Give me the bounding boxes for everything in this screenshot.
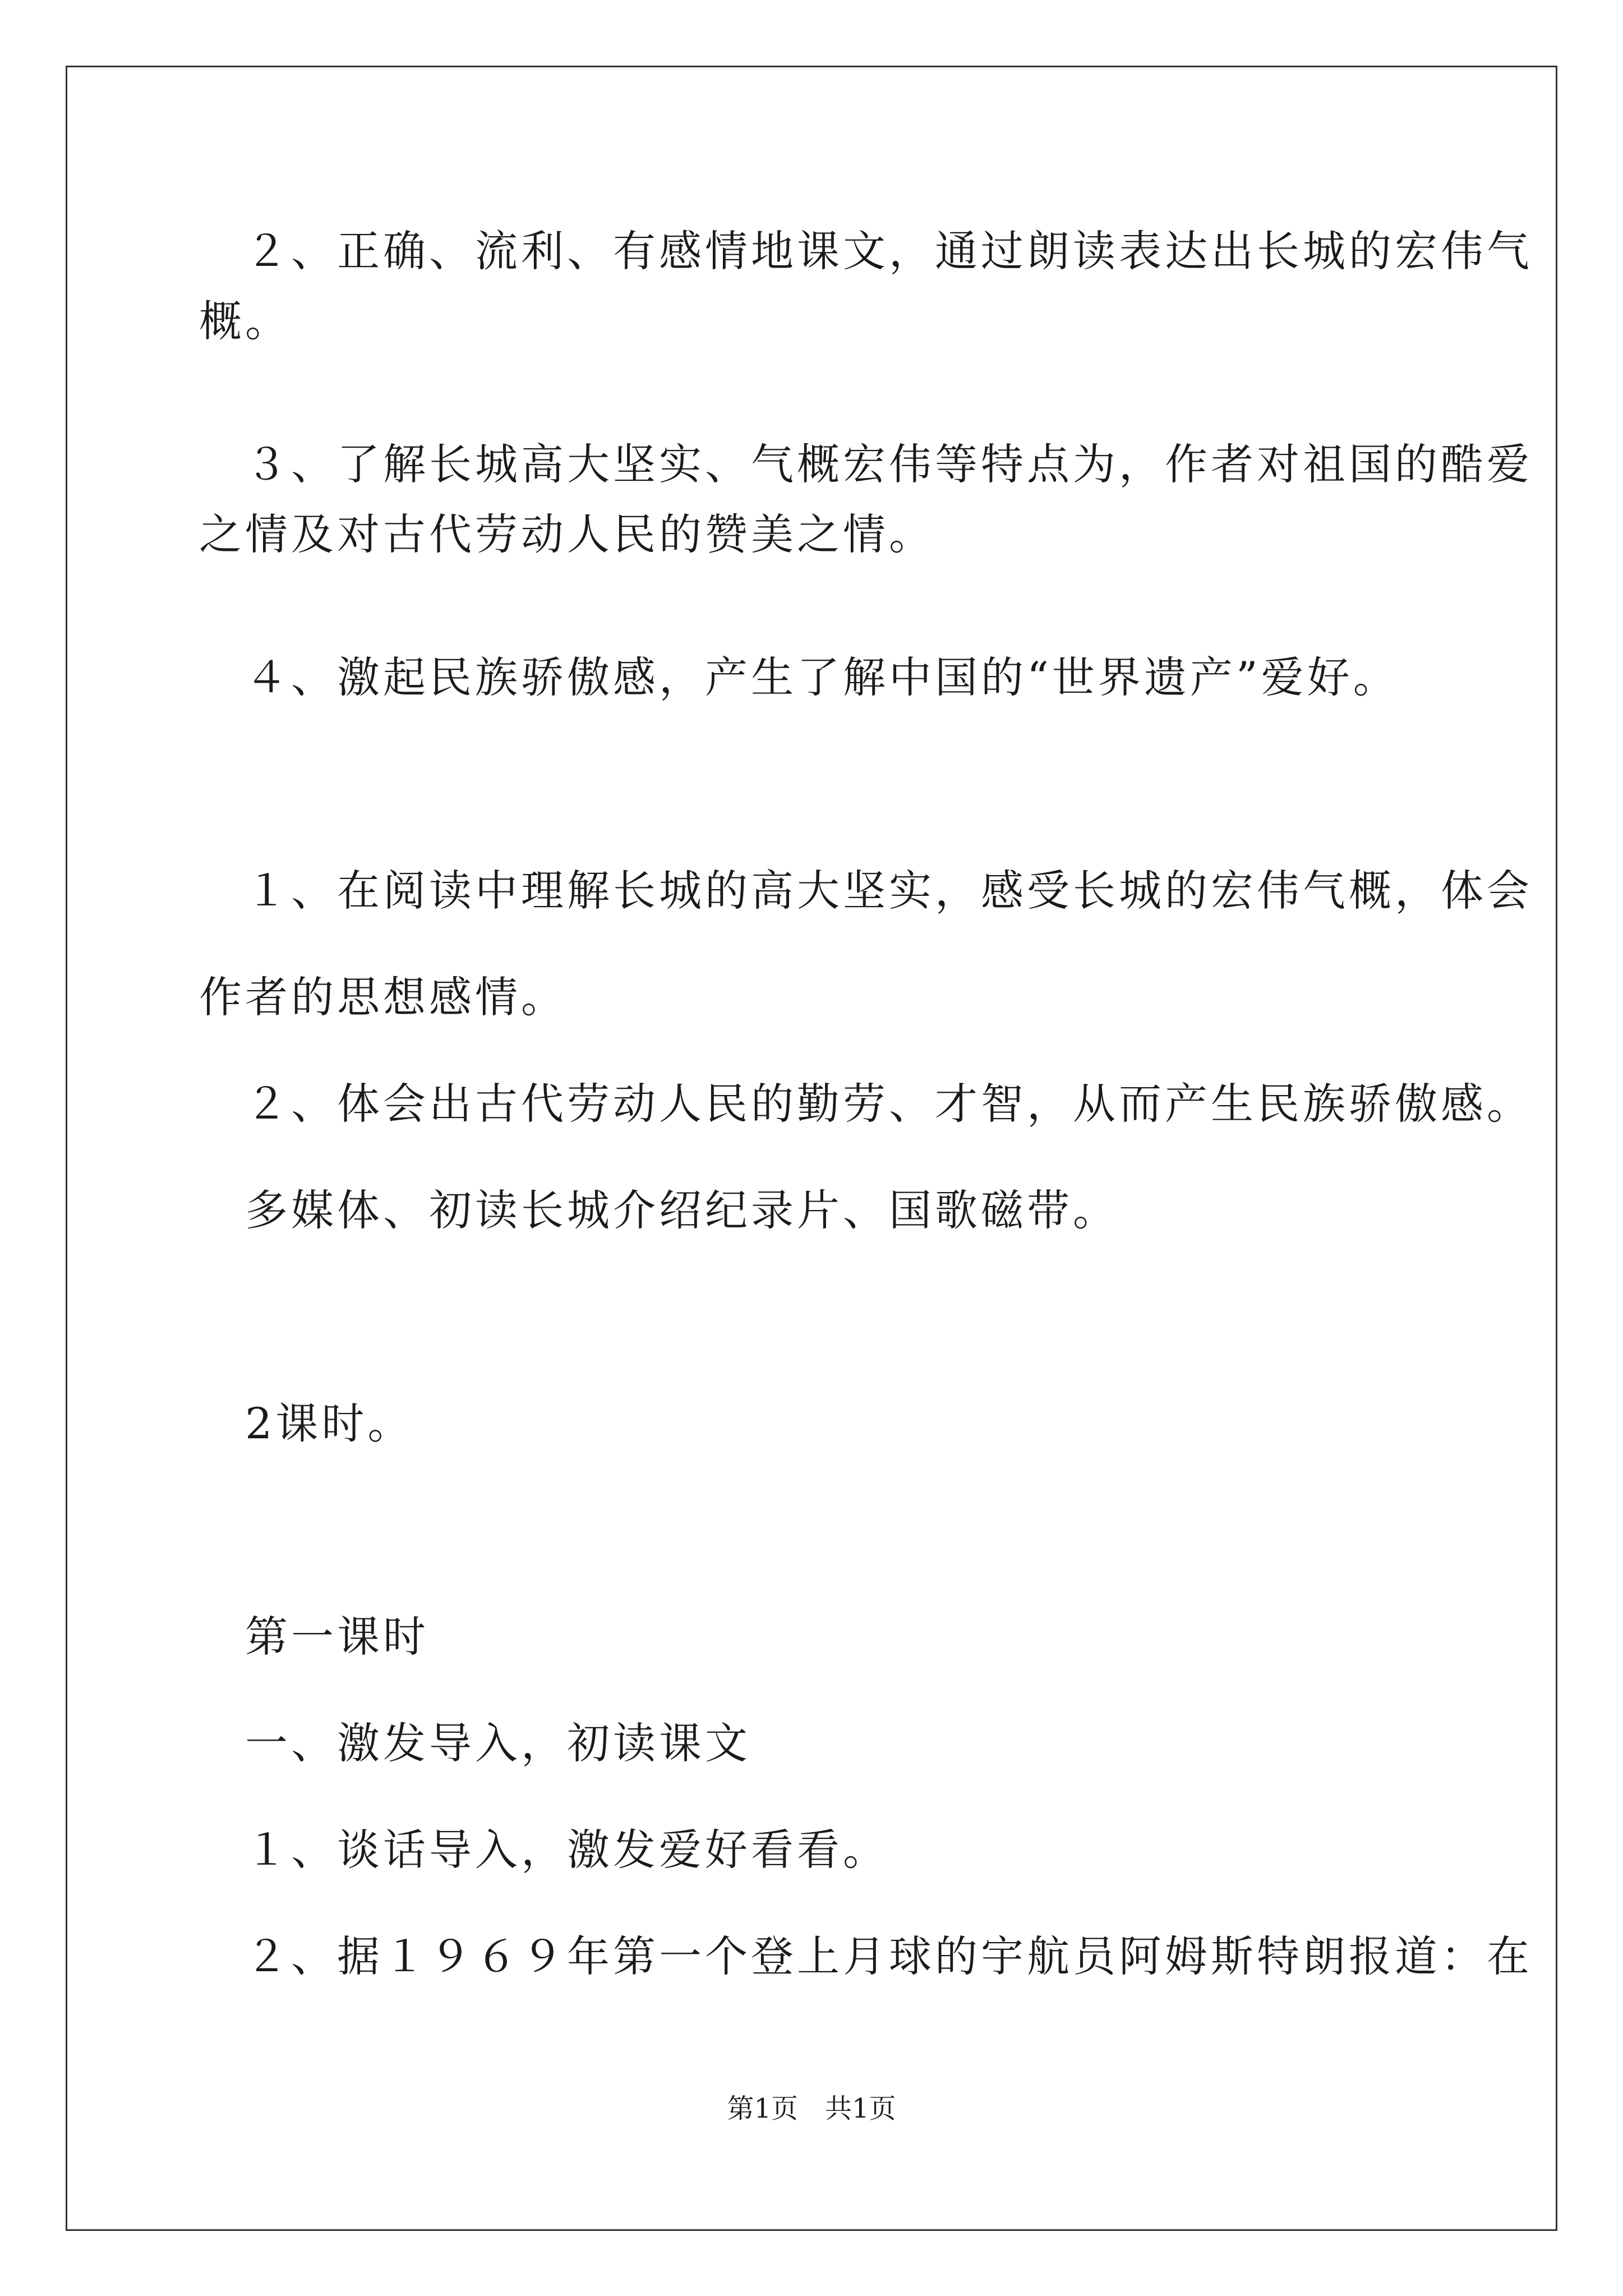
paragraph-line: ２、体会出古代劳动人民的勤劳、才智，从而产生民族骄傲感。 [199, 1079, 1533, 1129]
page-footer: 第1页 共1页 [727, 2093, 896, 2124]
paragraph-line: 概。 [199, 296, 291, 346]
paragraph-line: ２、正确、流利、有感情地课文，通过朗读表达出长城的宏伟气 [199, 226, 1533, 276]
paragraph-line: 之情及对古代劳动人民的赞美之情。 [199, 509, 935, 559]
page-border [66, 66, 1557, 2231]
paragraph-line: ４、激起民族骄傲感，产生了解中国的“世界遗产”爱好。 [199, 652, 1399, 702]
paragraph-line: １、谈话导入，激发爱好看看。 [199, 1825, 889, 1875]
paragraph-line: 多媒体、初读长城介绍纪录片、国歌磁带。 [199, 1185, 1119, 1235]
paragraph-line: 一、激发导入，初读课文 [199, 1718, 751, 1768]
paragraph-line: ３、了解长城高大坚实、气概宏伟等特点为，作者对祖国的酷爱 [199, 439, 1533, 489]
section-heading: 第一课时 [199, 1612, 429, 1662]
paragraph-line: １、在阅读中理解长城的高大坚实，感受长城的宏伟气概，体会 [199, 866, 1533, 915]
paragraph-line: 作者的思想感情。 [199, 972, 567, 1022]
paragraph-line: 2课时。 [199, 1398, 414, 1448]
paragraph-line: ２、据１９６９年第一个登上月球的宇航员阿姆斯特朗报道：在 [199, 1931, 1533, 1981]
